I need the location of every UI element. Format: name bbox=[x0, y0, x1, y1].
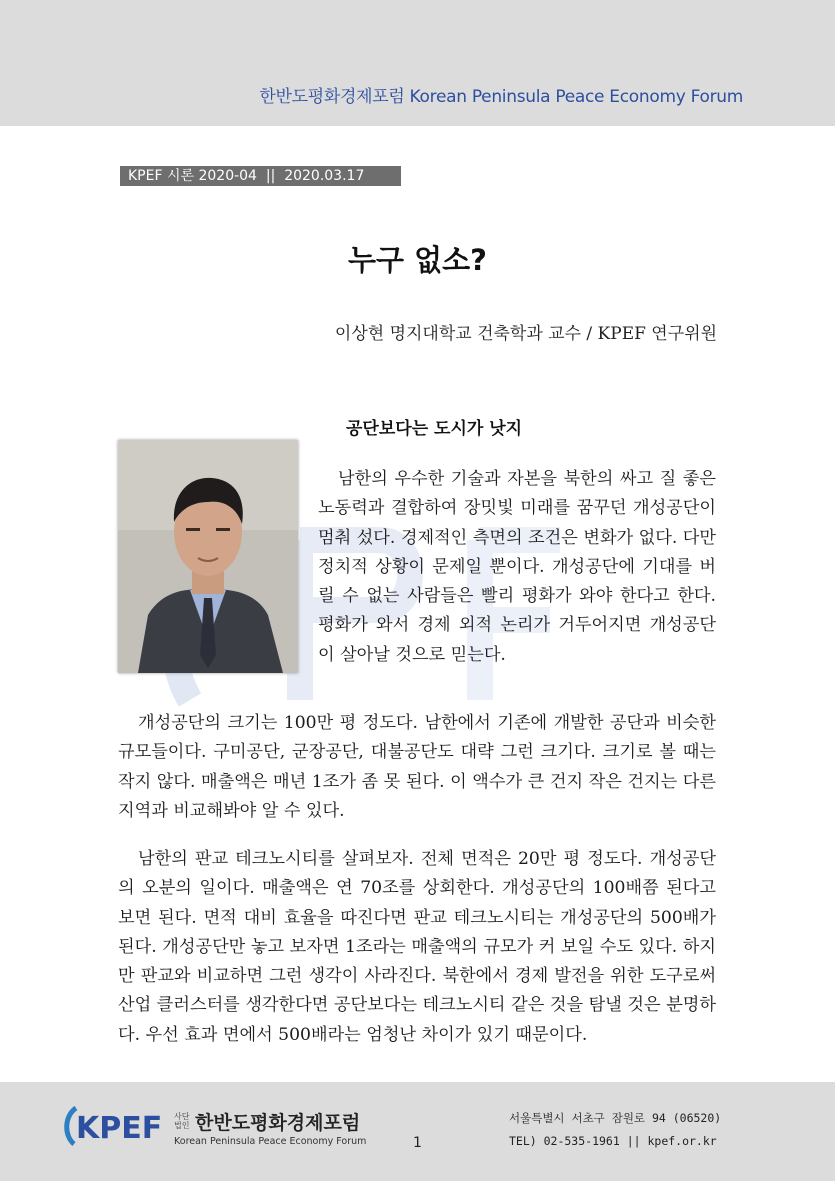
section-heading: 공단보다는 도시가 낫지 bbox=[346, 419, 523, 439]
author-photo bbox=[118, 440, 298, 673]
paragraph-1: 남한의 우수한 기술과 자본을 북한의 싸고 질 좋은 노동력과 결합하여 장밋빛 미래를 꿈꾸던 개성공단이 멈춰 섰다. 경제적인 측면의 조건은 변화가 없다. 다만 정치적 상황이 문제일 뿐이다. 개성공단에 기대를 버릴 수 없는 사람들은 빨리 평화가 와야 한다고 한다. 평화가 와서 경제 외적 논리가 거두어지면 개성공단이 살아날 것으로 믿는다. bbox=[318, 469, 716, 665]
author-portrait-icon bbox=[118, 440, 298, 673]
logo-english-name: Korean Peninsula Peace Economy Forum bbox=[174, 1136, 367, 1147]
paragraph-2: 개성공단의 크기는 100만 평 정도다. 남한에서 기존에 개발한 공단과 비슷한 규모들이다. 구미공단, 군장공단, 대불공단도 대략 그런 크기다. 크기로 볼 때는 작지 않다. 매출액은 매년 1조가 좀 못 된다. 이 액수가 큰 건지 작은 건지는 다른 지역과 비교해봐야 알 수 있다. bbox=[118, 713, 716, 821]
article-author: 이상현 명지대학교 건축학과 교수 / KPEF 연구위원 bbox=[334, 324, 717, 344]
kpef-logo-icon bbox=[62, 1102, 172, 1148]
page-header bbox=[0, 0, 835, 126]
svg-text:KPEF: KPEF bbox=[76, 1111, 163, 1146]
article-title: 누구 없소? bbox=[348, 243, 487, 277]
header-title: 한반도평화경제포럼 Korean Peninsula Peace Economy Forum bbox=[259, 87, 743, 107]
series-tag: KPEF 시론 2020-04 || 2020.03.17 bbox=[120, 166, 401, 186]
footer-contact: TEL) 02-535-1961 || kpef.or.kr bbox=[509, 1134, 717, 1148]
footer-address: 서울특별시 서초구 잠원로 94 (06520) bbox=[509, 1111, 722, 1125]
page-number: 1 bbox=[413, 1135, 422, 1151]
logo-korean-name: 한반도평화경제포럼 bbox=[195, 1112, 361, 1134]
logo-corp-label: 사단법인 bbox=[174, 1112, 190, 1130]
paragraph-3: 남한의 판교 테크노시티를 살펴보자. 전체 면적은 20만 평 정도다. 개성공단의 오분의 일이다. 매출액은 연 70조를 상회한다. 개성공단의 100배쯤 된다고 보면 된다. 면적 대비 효율을 따진다면 판교 테크노시티는 개성공단의 500배가 된다. 개성공단만 놓고 보자면 1조라는 매출액의 규모가 커 보일 수도 있다. 하지만 판교와 비교하면 그런 생각이 사라진다. 북한에서 경제 발전을 위한 도구로써 산업 클러스터를 생각한다면 공단보다는 테크노시티 같은 것을 탐낼 것은 분명하다. 우선 효과 면에서 500배라는 엄청난 차이가 있기 때문이다. bbox=[118, 849, 716, 1045]
